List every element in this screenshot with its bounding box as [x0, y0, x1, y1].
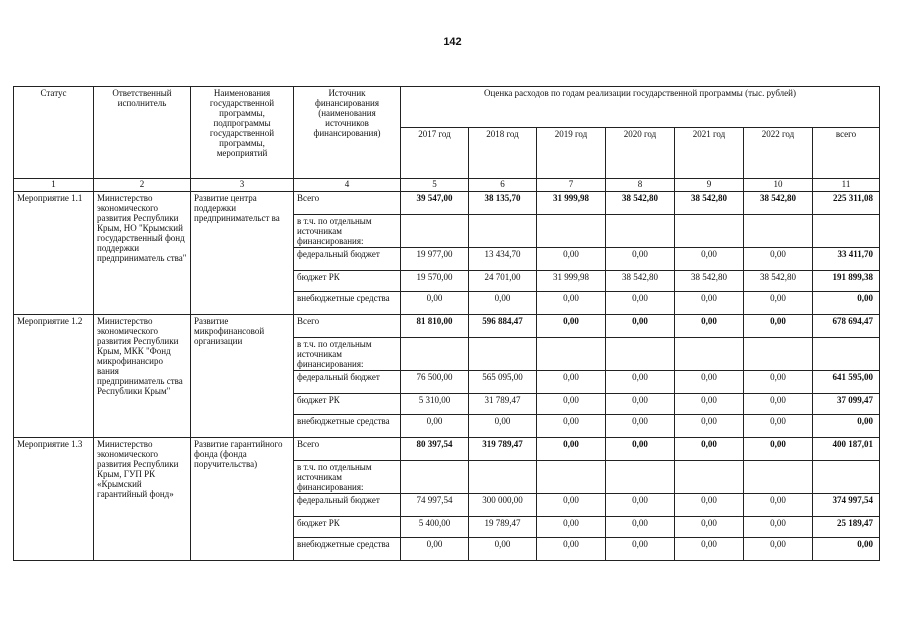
column-number: 2 [94, 179, 191, 192]
year-value-cell: 0,00 [537, 415, 606, 438]
year-value-cell [469, 461, 537, 494]
year-value-cell [469, 338, 537, 371]
year-value-cell: 0,00 [537, 438, 606, 461]
year-value-cell: 0,00 [675, 292, 744, 315]
source-rk-budget: бюджет РК [294, 517, 401, 538]
year-value-cell: 38 542,80 [744, 192, 813, 215]
year-value-cell [744, 215, 813, 248]
year-value-cell: 31 999,98 [537, 192, 606, 215]
source-rk-budget: бюджет РК [294, 271, 401, 292]
source-extrabudgetary: внебюджетные средства [294, 538, 401, 561]
year-value-cell: 81 810,00 [401, 315, 469, 338]
year-value-cell: 0,00 [537, 517, 606, 538]
year-value-cell: 38 542,80 [744, 271, 813, 292]
year-value-cell: 38 135,70 [469, 192, 537, 215]
year-value-cell: 0,00 [675, 371, 744, 394]
year-value-cell: 0,00 [537, 248, 606, 271]
measure-executor: Министерство экономического развития Республики Крым, ГУП РК «Крымский гарантийный фонд» [94, 438, 191, 561]
total-value-cell: 191 899,38 [813, 271, 880, 292]
total-value-cell [813, 338, 880, 371]
total-value-cell: 0,00 [813, 415, 880, 438]
measure-name: Развитие центра поддержки предпринимательст ва [191, 192, 294, 315]
year-value-cell: 0,00 [675, 438, 744, 461]
source-extrabudgetary: внебюджетные средства [294, 415, 401, 438]
year-value-cell: 19 789,47 [469, 517, 537, 538]
year-value-cell: 39 547,00 [401, 192, 469, 215]
year-value-cell: 0,00 [744, 315, 813, 338]
year-value-cell: 0,00 [469, 292, 537, 315]
year-value-cell: 76 500,00 [401, 371, 469, 394]
year-value-cell: 31 789,47 [469, 394, 537, 415]
column-number: 3 [191, 179, 294, 192]
year-value-cell: 0,00 [537, 315, 606, 338]
year-value-cell: 0,00 [675, 248, 744, 271]
total-value-cell: 0,00 [813, 292, 880, 315]
header-year: 2019 год [537, 128, 606, 179]
year-value-cell: 19 570,00 [401, 271, 469, 292]
source-breakdown: в т.ч. по отдельным источникам финансирования: [294, 461, 401, 494]
header-year: 2020 год [606, 128, 675, 179]
year-value-cell: 0,00 [469, 415, 537, 438]
column-number: 6 [469, 179, 537, 192]
year-value-cell: 19 977,00 [401, 248, 469, 271]
year-value-cell: 38 542,80 [675, 271, 744, 292]
total-value-cell: 225 311,08 [813, 192, 880, 215]
year-value-cell: 0,00 [401, 415, 469, 438]
year-value-cell: 0,00 [537, 292, 606, 315]
year-value-cell [606, 461, 675, 494]
year-value-cell [537, 215, 606, 248]
measure-status: Мероприятие 1.3 [14, 438, 94, 561]
year-value-cell: 0,00 [744, 394, 813, 415]
measure-status: Мероприятие 1.1 [14, 192, 94, 315]
year-value-cell: 0,00 [537, 538, 606, 561]
measure-executor: Министерство экономического развития Республики Крым, МКК "Фонд микрофинансиро вания предприниматель ства Республики Крым" [94, 315, 191, 438]
year-value-cell: 0,00 [469, 538, 537, 561]
year-value-cell: 0,00 [744, 292, 813, 315]
column-number: 11 [813, 179, 880, 192]
year-value-cell: 0,00 [744, 415, 813, 438]
year-value-cell: 0,00 [675, 394, 744, 415]
year-value-cell: 0,00 [606, 538, 675, 561]
column-number: 8 [606, 179, 675, 192]
total-value-cell: 374 997,54 [813, 494, 880, 517]
year-value-cell: 24 701,00 [469, 271, 537, 292]
year-value-cell: 0,00 [606, 315, 675, 338]
column-number: 9 [675, 179, 744, 192]
year-value-cell [401, 215, 469, 248]
year-value-cell: 0,00 [606, 394, 675, 415]
source-extrabudgetary: внебюджетные средства [294, 292, 401, 315]
header-status: Статус [14, 87, 94, 179]
year-value-cell: 0,00 [744, 494, 813, 517]
source-federal-budget: федеральный бюджет [294, 371, 401, 394]
year-value-cell: 38 542,80 [675, 192, 744, 215]
year-value-cell: 0,00 [606, 438, 675, 461]
column-number: 4 [294, 179, 401, 192]
year-value-cell: 0,00 [744, 248, 813, 271]
year-value-cell: 0,00 [606, 248, 675, 271]
year-value-cell: 0,00 [675, 517, 744, 538]
source-federal-budget: федеральный бюджет [294, 248, 401, 271]
header-executor: Ответственный исполнитель [94, 87, 191, 179]
year-value-cell [675, 215, 744, 248]
source-breakdown: в т.ч. по отдельным источникам финансирования: [294, 215, 401, 248]
year-value-cell: 80 397,54 [401, 438, 469, 461]
year-value-cell: 0,00 [675, 415, 744, 438]
total-value-cell: 678 694,47 [813, 315, 880, 338]
year-value-cell: 0,00 [606, 494, 675, 517]
source-total: Всего [294, 315, 401, 338]
total-value-cell: 641 595,00 [813, 371, 880, 394]
source-breakdown: в т.ч. по отдельным источникам финансирования: [294, 338, 401, 371]
year-value-cell [469, 215, 537, 248]
budget-table [13, 86, 880, 561]
header-year: 2022 год [744, 128, 813, 179]
year-value-cell [675, 338, 744, 371]
year-value-cell [606, 338, 675, 371]
column-number: 10 [744, 179, 813, 192]
year-value-cell: 5 400,00 [401, 517, 469, 538]
year-value-cell: 38 542,80 [606, 192, 675, 215]
year-value-cell: 0,00 [537, 371, 606, 394]
year-value-cell: 0,00 [744, 371, 813, 394]
page-number: 142 [443, 36, 462, 48]
year-value-cell: 300 000,00 [469, 494, 537, 517]
year-value-cell: 319 789,47 [469, 438, 537, 461]
table-row [14, 315, 880, 338]
header-year: 2021 год [675, 128, 744, 179]
source-federal-budget: федеральный бюджет [294, 494, 401, 517]
column-number: 5 [401, 179, 469, 192]
year-value-cell: 0,00 [606, 415, 675, 438]
year-value-cell: 38 542,80 [606, 271, 675, 292]
total-value-cell: 25 189,47 [813, 517, 880, 538]
total-value-cell: 37 099,47 [813, 394, 880, 415]
year-value-cell [537, 461, 606, 494]
year-value-cell: 0,00 [606, 517, 675, 538]
measure-executor: Министерство экономического развития Республики Крым, НО "Крымский государственный фонд поддержки предприниматель ства" [94, 192, 191, 315]
header-total: всего [813, 128, 880, 179]
header-year: 2017 год [401, 128, 469, 179]
year-value-cell: 0,00 [401, 292, 469, 315]
column-number: 7 [537, 179, 606, 192]
year-value-cell: 565 095,00 [469, 371, 537, 394]
table-row [14, 192, 880, 215]
source-rk-budget: бюджет РК [294, 394, 401, 415]
source-total: Всего [294, 438, 401, 461]
year-value-cell: 5 310,00 [401, 394, 469, 415]
year-value-cell: 0,00 [537, 394, 606, 415]
year-value-cell [744, 461, 813, 494]
year-value-cell: 31 999,98 [537, 271, 606, 292]
measure-name: Развитие микрофинансовой организации [191, 315, 294, 438]
year-value-cell [537, 338, 606, 371]
year-value-cell: 0,00 [675, 538, 744, 561]
total-value-cell: 33 411,70 [813, 248, 880, 271]
year-value-cell: 0,00 [606, 292, 675, 315]
year-value-cell: 0,00 [606, 371, 675, 394]
year-value-cell [401, 338, 469, 371]
year-value-cell: 74 997,54 [401, 494, 469, 517]
table-row [14, 438, 880, 461]
measure-status: Мероприятие 1.2 [14, 315, 94, 438]
total-value-cell: 0,00 [813, 538, 880, 561]
year-value-cell: 0,00 [675, 494, 744, 517]
year-value-cell: 13 434,70 [469, 248, 537, 271]
year-value-cell: 0,00 [401, 538, 469, 561]
year-value-cell: 0,00 [537, 494, 606, 517]
header-estimate: Оценка расходов по годам реализации государственной программы (тыс. рублей) [401, 87, 880, 128]
year-value-cell: 596 884,47 [469, 315, 537, 338]
year-value-cell: 0,00 [744, 517, 813, 538]
column-number: 1 [14, 179, 94, 192]
year-value-cell: 0,00 [744, 538, 813, 561]
year-value-cell: 0,00 [744, 438, 813, 461]
measure-name: Развитие гарантийного фонда (фонда поручительства) [191, 438, 294, 561]
total-value-cell [813, 215, 880, 248]
total-value-cell: 400 187,01 [813, 438, 880, 461]
total-value-cell [813, 461, 880, 494]
year-value-cell [744, 338, 813, 371]
source-total: Всего [294, 192, 401, 215]
year-value-cell [606, 215, 675, 248]
year-value-cell [401, 461, 469, 494]
header-source: Источник финансирования (наименования источников финансирования) [294, 87, 401, 179]
year-value-cell: 0,00 [675, 315, 744, 338]
header-program-name: Наименования государственной программы, подпрограммы государственной программы, мероприятий [191, 87, 294, 179]
header-year: 2018 год [469, 128, 537, 179]
year-value-cell [675, 461, 744, 494]
